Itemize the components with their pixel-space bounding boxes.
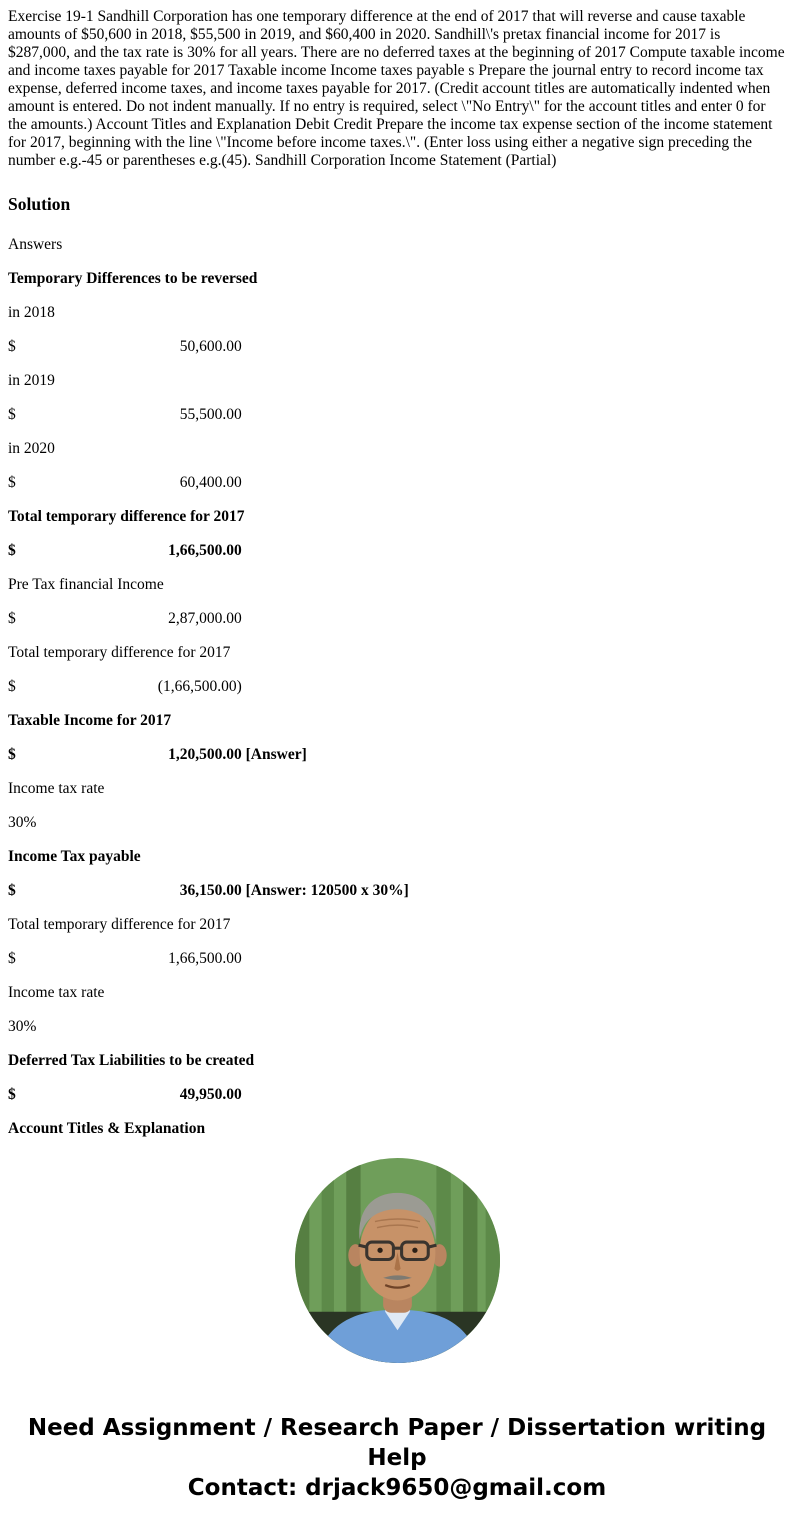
amount-value: 60,400.00 bbox=[179, 474, 242, 491]
currency-symbol: $ bbox=[8, 610, 16, 627]
amount-row bbox=[8, 337, 786, 356]
currency-symbol: $ bbox=[8, 406, 16, 423]
amount-value: 1,66,500.00 bbox=[168, 950, 242, 967]
amount-value: (1,66,500.00) bbox=[157, 678, 242, 695]
avatar-section bbox=[0, 1158, 794, 1363]
currency-symbol: $ bbox=[8, 950, 16, 967]
currency-symbol: $ bbox=[8, 882, 16, 899]
label-row: Total temporary difference for 2017 bbox=[8, 644, 231, 661]
solution-heading: Solution bbox=[8, 194, 71, 214]
label-row: Pre Tax financial Income bbox=[8, 576, 164, 593]
label-row: 30% bbox=[8, 814, 37, 831]
amount-row bbox=[8, 881, 786, 900]
exercise-intro-paragraph: Exercise 19-1 Sandhill Corporation has one temporary difference at the end of 2017 that will reverse and cause taxable amounts of $50,600 in 2018, $55,500 in 2019, and $60,400 in 2020. Sandhill\'s pretax financial income for 2017 is $287,000, and the tax rate is 30% for all years. There are no deferred taxes at the beginning of 2017 Compute taxable income and income taxes payable for 2017 Taxable income Income taxes payable s Prepare the journal entry to record income tax expense, deferred income taxes, and income taxes payable for 2017. (Credit account titles are automatically indented when amount is entered. Do not indent manually. If no entry is required, select \"No Entry\" for the account titles and enter 0 for the amounts.) Account Titles and Explanation Debit Credit Prepare the income tax expense section of the income statement for 2017, beginning with the line \"Income before income taxes.\". (Enter loss using either a negative sign preceding the number e.g.-45 or parentheses e.g.(45). Sandhill Corporation Income Statement (Partial) bbox=[8, 8, 785, 169]
solution-document bbox=[0, 8, 794, 1135]
label-row: Deferred Tax Liabilities to be created bbox=[8, 1052, 255, 1069]
currency-symbol: $ bbox=[8, 746, 16, 763]
amount-value: 55,500.00 bbox=[179, 406, 242, 423]
footer-contact-text: Contact: drjack9650@gmail.com bbox=[187, 1475, 607, 1501]
amount-row bbox=[8, 949, 786, 968]
label-row: Answers bbox=[8, 236, 63, 253]
label-row: Taxable Income for 2017 bbox=[8, 712, 172, 729]
amount-row bbox=[8, 405, 786, 424]
amount-row bbox=[8, 541, 786, 560]
amount-note: [Answer: 120500 x 30%] bbox=[241, 882, 409, 899]
label-row: 30% bbox=[8, 1018, 37, 1035]
avatar bbox=[295, 1158, 500, 1363]
currency-symbol: $ bbox=[8, 338, 16, 355]
currency-symbol: $ bbox=[8, 474, 16, 491]
amount-value: 2,87,000.00 bbox=[168, 610, 242, 627]
amount-value: 36,150.00 bbox=[179, 882, 242, 899]
label-row: Income Tax payable bbox=[8, 848, 141, 865]
currency-symbol: $ bbox=[8, 678, 16, 695]
label-row: Temporary Differences to be reversed bbox=[8, 270, 258, 287]
solution-rows bbox=[8, 235, 786, 1138]
label-row: in 2018 bbox=[8, 304, 55, 321]
amount-value: 1,66,500.00 bbox=[168, 542, 242, 559]
amount-row bbox=[8, 745, 786, 764]
label-row: Account Titles & Explanation bbox=[8, 1120, 206, 1137]
amount-value: 49,950.00 bbox=[179, 1086, 242, 1103]
amount-row bbox=[8, 1085, 786, 1104]
footer bbox=[0, 1413, 794, 1503]
label-row: in 2020 bbox=[8, 440, 55, 457]
footer-help-text: Need Assignment / Research Paper / Dissertation writing Help bbox=[27, 1415, 767, 1471]
label-row: Total temporary difference for 2017 bbox=[8, 508, 245, 525]
label-row: Income tax rate bbox=[8, 780, 105, 797]
label-row: Total temporary difference for 2017 bbox=[8, 916, 231, 933]
label-row: in 2019 bbox=[8, 372, 55, 389]
amount-row bbox=[8, 677, 786, 696]
amount-row bbox=[8, 473, 786, 492]
amount-value: 50,600.00 bbox=[179, 338, 242, 355]
tutor-portrait-illustration bbox=[295, 1158, 500, 1363]
amount-note: [Answer] bbox=[241, 746, 307, 763]
amount-value: 1,20,500.00 bbox=[168, 746, 242, 763]
amount-row bbox=[8, 609, 786, 628]
currency-symbol: $ bbox=[8, 542, 16, 559]
label-row: Income tax rate bbox=[8, 984, 105, 1001]
currency-symbol: $ bbox=[8, 1086, 16, 1103]
